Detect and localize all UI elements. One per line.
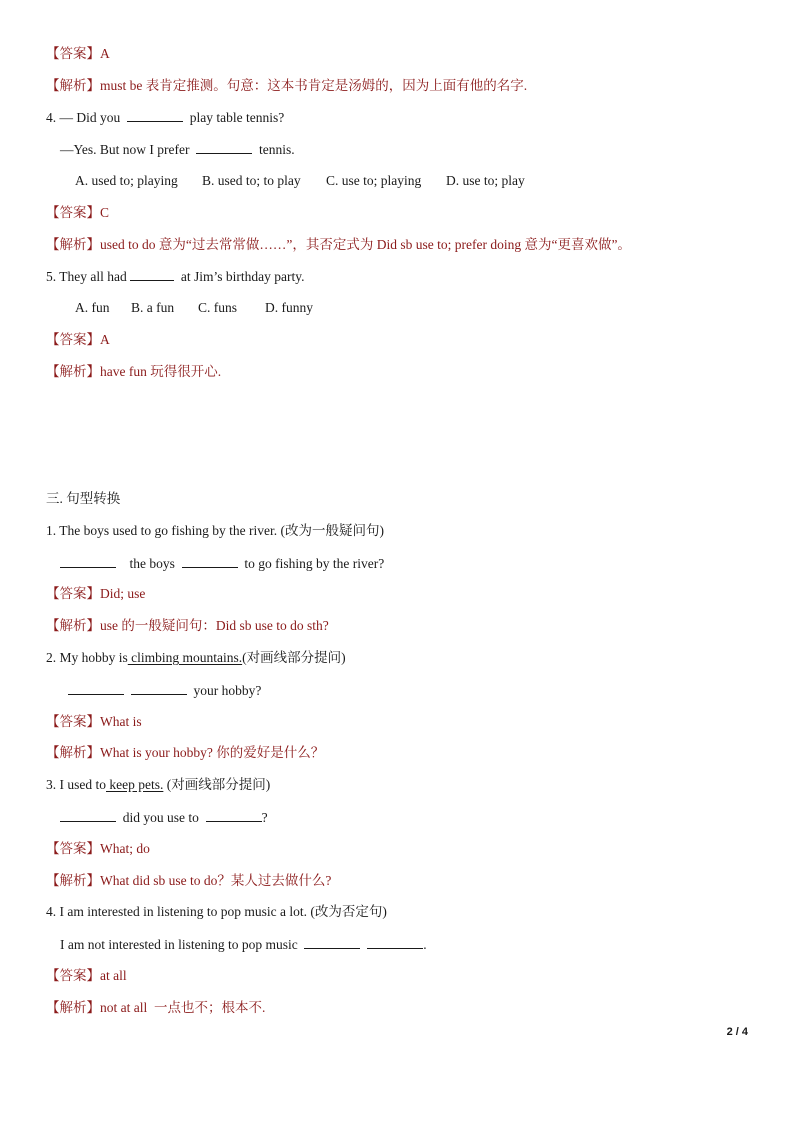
sentence-1-blanks [60,555,384,572]
answer-label: 【答案】 [46,205,100,220]
analysis-line [46,618,329,634]
answer-line [46,586,145,602]
analysis-text: What did sb use to do？某人过去做什么? [100,873,332,888]
answer-label: 【答案】 [46,714,100,729]
answer-text: What is [100,714,142,729]
answer-line [46,968,127,984]
option-a: A. used to; playing [75,173,178,188]
question-text: tennis. [259,142,295,157]
option-b: B. a fun [131,300,175,315]
question-text: (对画线部分提问) [163,777,271,792]
answer-line [46,205,109,221]
option-c: C. funs [198,300,238,315]
answer-label: 【答案】 [46,46,100,61]
sentence-4-blanks [60,936,427,953]
page-number: 2 / 4 [726,1026,748,1038]
answer-text: Did; use [100,586,146,601]
blank [367,936,423,949]
sentence-4: 4. I am interested in listening to pop music a lot. (改为否定句) [46,904,387,919]
option-d: D. funny [265,300,313,315]
question-text: to go fishing by the river? [244,556,385,571]
analysis-line [46,1000,265,1016]
analysis-text: have fun 玩得很开心. [100,364,222,379]
analysis-line [46,745,324,761]
answer-text: A [100,46,110,61]
underlined-phrase: climbing mountains. [127,650,243,665]
blank [206,809,262,822]
analysis-label: 【解析】 [46,873,100,888]
blank [127,109,183,122]
option-c: C. use to; playing [326,173,422,188]
blank [304,936,360,949]
question-text: —Yes. But now I prefer [60,142,190,157]
question-text: the boys [129,556,175,571]
analysis-label: 【解析】 [46,78,100,93]
question-5 [46,268,304,285]
analysis-label: 【解析】 [46,745,100,760]
answer-line [46,714,142,730]
analysis-text: not at all 一点也不；根本不. [100,1000,266,1015]
analysis-text: used to do 意为“过去常常做……”，其否定式为 Did sb use to; prefer doing 意为“更喜欢做”。 [100,237,631,252]
question-text: . [423,937,427,952]
analysis-text: use 的一般疑问句：Did sb use to do sth? [100,618,329,633]
analysis-line [46,873,331,889]
question-4-options [75,173,525,189]
analysis-line [46,364,221,380]
answer-label: 【答案】 [46,332,100,347]
sentence-3-blanks [60,809,268,826]
answer-text: What; do [100,841,150,856]
question-text: play table tennis? [189,110,285,125]
answer-label: 【答案】 [46,841,100,856]
answer-label: 【答案】 [46,586,100,601]
answer-text: C [100,205,110,220]
analysis-label: 【解析】 [46,618,100,633]
blank [131,682,187,695]
analysis-label: 【解析】 [46,364,100,379]
sentence-2-blanks [68,682,261,699]
sentence-3 [46,777,270,793]
question-5-options [75,300,313,316]
analysis-line [46,78,527,94]
blank [68,682,124,695]
answer-text: at all [100,968,127,983]
analysis-text: What is your hobby? 你的爱好是什么？ [100,745,325,760]
option-d: D. use to; play [446,173,525,188]
question-text: ? [261,810,268,825]
section-title: 三. 句型转换 [46,491,121,506]
question-text: I am not interested in listening to pop music [60,937,298,952]
blank [196,141,252,154]
question-text: 3. I used to [46,777,106,792]
question-text: did you use to [122,810,199,825]
question-text: (对画线部分提问) [242,650,346,665]
sentence-2 [46,650,346,666]
sentence-1: 1. The boys used to go fishing by the river. (改为一般疑问句) [46,523,384,538]
analysis-label: 【解析】 [46,237,100,252]
answer-label: 【答案】 [46,968,100,983]
blank [60,809,116,822]
underlined-phrase: keep pets. [106,777,164,792]
analysis-label: 【解析】 [46,1000,100,1015]
answer-text: A [100,332,110,347]
blank [60,555,116,568]
option-b: B. used to; to play [202,173,301,188]
option-a: A. fun [75,300,110,315]
blank [130,268,174,281]
question-text: your hobby? [193,683,262,698]
answer-line [46,841,150,857]
answer-line [46,46,110,62]
blank [182,555,238,568]
question-4 [46,109,284,126]
analysis-text: must be 表肯定推测。句意：这本书肯定是汤姆的，因为上面有他的名字. [100,78,528,93]
question-text: 5. They all had [46,269,127,284]
question-4-reply [60,141,295,158]
question-text: at Jim’s birthday party. [180,269,305,284]
question-text: 4. — Did you [46,110,121,125]
question-text: 2. My hobby is [46,650,128,665]
analysis-line [46,237,631,253]
answer-line [46,332,110,348]
